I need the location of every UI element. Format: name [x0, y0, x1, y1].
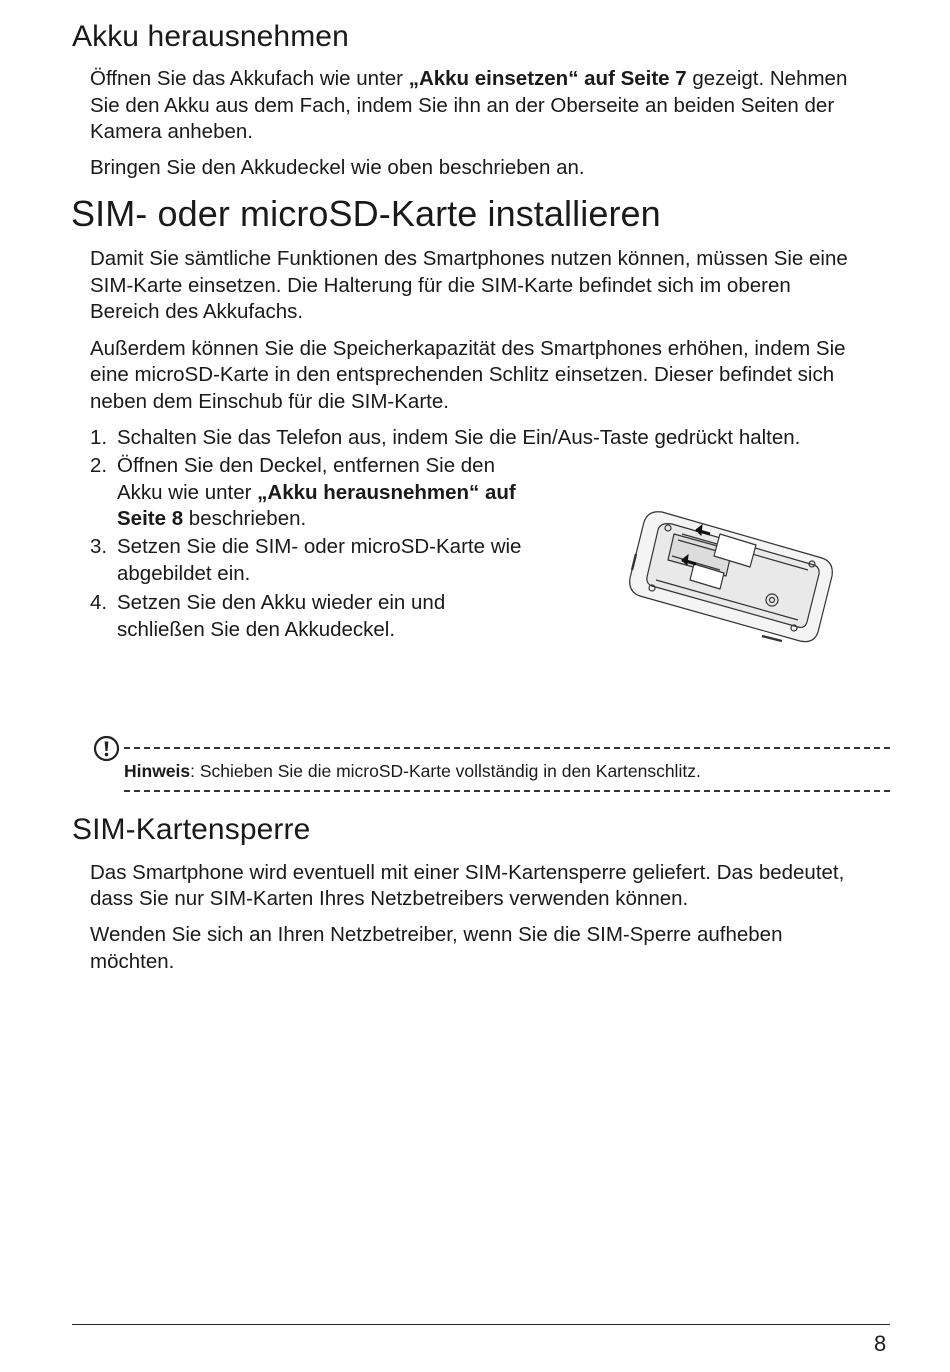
step-text: Setzen Sie die SIM- oder microSD-Karte wie — [117, 535, 522, 558]
akku-paragraph-1-line-2: Sie den Akku aus dem Fach, indem Sie ihn an der Oberseite an beiden Seiten der — [90, 94, 835, 117]
heading-akku-herausnehmen: Akku herausnehmen — [72, 20, 349, 53]
akku-einsetzen-reference: „Akku einsetzen“ auf Seite 7 — [408, 67, 687, 90]
lock-paragraph-1-line-2: dass Sie nur SIM-Karten Ihres Netzbetreibers verwenden können. — [90, 887, 689, 910]
lock-paragraph-2-line-2: möchten. — [90, 950, 175, 973]
heading-sim-kartensperre: SIM-Kartensperre — [72, 813, 311, 846]
note-body: : Schieben Sie die microSD-Karte vollständig in den Kartenschlitz. — [190, 761, 701, 781]
sim-paragraph-1-line-2: SIM-Karte einsetzen. Die Halterung für die SIM-Karte befindet sich im oberen — [90, 274, 791, 297]
step-number: 2. — [90, 454, 108, 477]
step-number: 4. — [90, 591, 108, 614]
sim-paragraph-1-line-3: Bereich des Akkufachs. — [90, 300, 304, 323]
heading-sim-microsd: SIM- oder microSD-Karte installieren — [71, 193, 661, 234]
akku-p1-text-end: gezeigt. Nehmen — [686, 67, 848, 90]
akku-paragraph-1-line-3: Kamera anheben. — [90, 120, 253, 143]
step-number: 1. — [90, 426, 108, 449]
phone-sim-card-illustration — [622, 504, 838, 648]
akku-paragraph-1-line-1 — [90, 66, 847, 93]
sim-paragraph-2-line-1: Außerdem können Sie die Speicherkapazität des Smartphones erhöhen, indem Sie — [90, 337, 846, 360]
sim-paragraph-1-line-1: Damit Sie sämtliche Funktionen des Smartphones nutzen können, müssen Sie eine — [90, 247, 848, 270]
step-text-line-2: schließen Sie den Akkudeckel. — [117, 618, 396, 641]
page-number: 8 — [874, 1331, 887, 1356]
step-text: Akku wie unter — [117, 481, 258, 504]
akku-p1-text: Öffnen Sie das Akkufach wie unter — [90, 67, 409, 90]
sim-paragraph-2-line-2: eine microSD-Karte in den entsprechenden Schlitz einsetzen. Dieser befindet sich — [90, 363, 835, 386]
note-top-divider — [124, 747, 890, 749]
akku-paragraph-2: Bringen Sie den Akkudeckel wie oben beschrieben an. — [90, 156, 585, 179]
step-text-line-2 — [117, 480, 516, 507]
step-text-line-2: abgebildet ein. — [117, 562, 251, 585]
step-text: Öffnen Sie den Deckel, entfernen Sie den — [117, 454, 495, 477]
lock-paragraph-1-line-1: Das Smartphone wird eventuell mit einer SIM-Kartensperre geliefert. Das bedeutet, — [90, 861, 845, 884]
footer-divider — [72, 1324, 890, 1325]
step-text: Schalten Sie das Telefon aus, indem Sie die Ein/Aus-Taste gedrückt halten. — [117, 426, 801, 449]
seite-8-reference: Seite 8 — [117, 507, 184, 530]
lock-paragraph-2-line-1: Wenden Sie sich an Ihren Netzbetreiber, wenn Sie die SIM-Sperre aufheben — [90, 923, 783, 946]
step-text: beschrieben. — [183, 507, 307, 530]
akku-herausnehmen-reference: „Akku herausnehmen“ auf — [257, 481, 516, 504]
note-text — [124, 760, 701, 782]
warning-icon — [93, 735, 120, 762]
note-bottom-divider — [124, 790, 890, 792]
note-label: Hinweis — [124, 761, 191, 781]
step-text: Setzen Sie den Akku wieder ein und — [117, 591, 446, 614]
step-number: 3. — [90, 535, 108, 558]
step-text-line-3 — [117, 506, 306, 533]
sim-paragraph-2-line-3: neben dem Einschub für die SIM-Karte. — [90, 390, 449, 413]
